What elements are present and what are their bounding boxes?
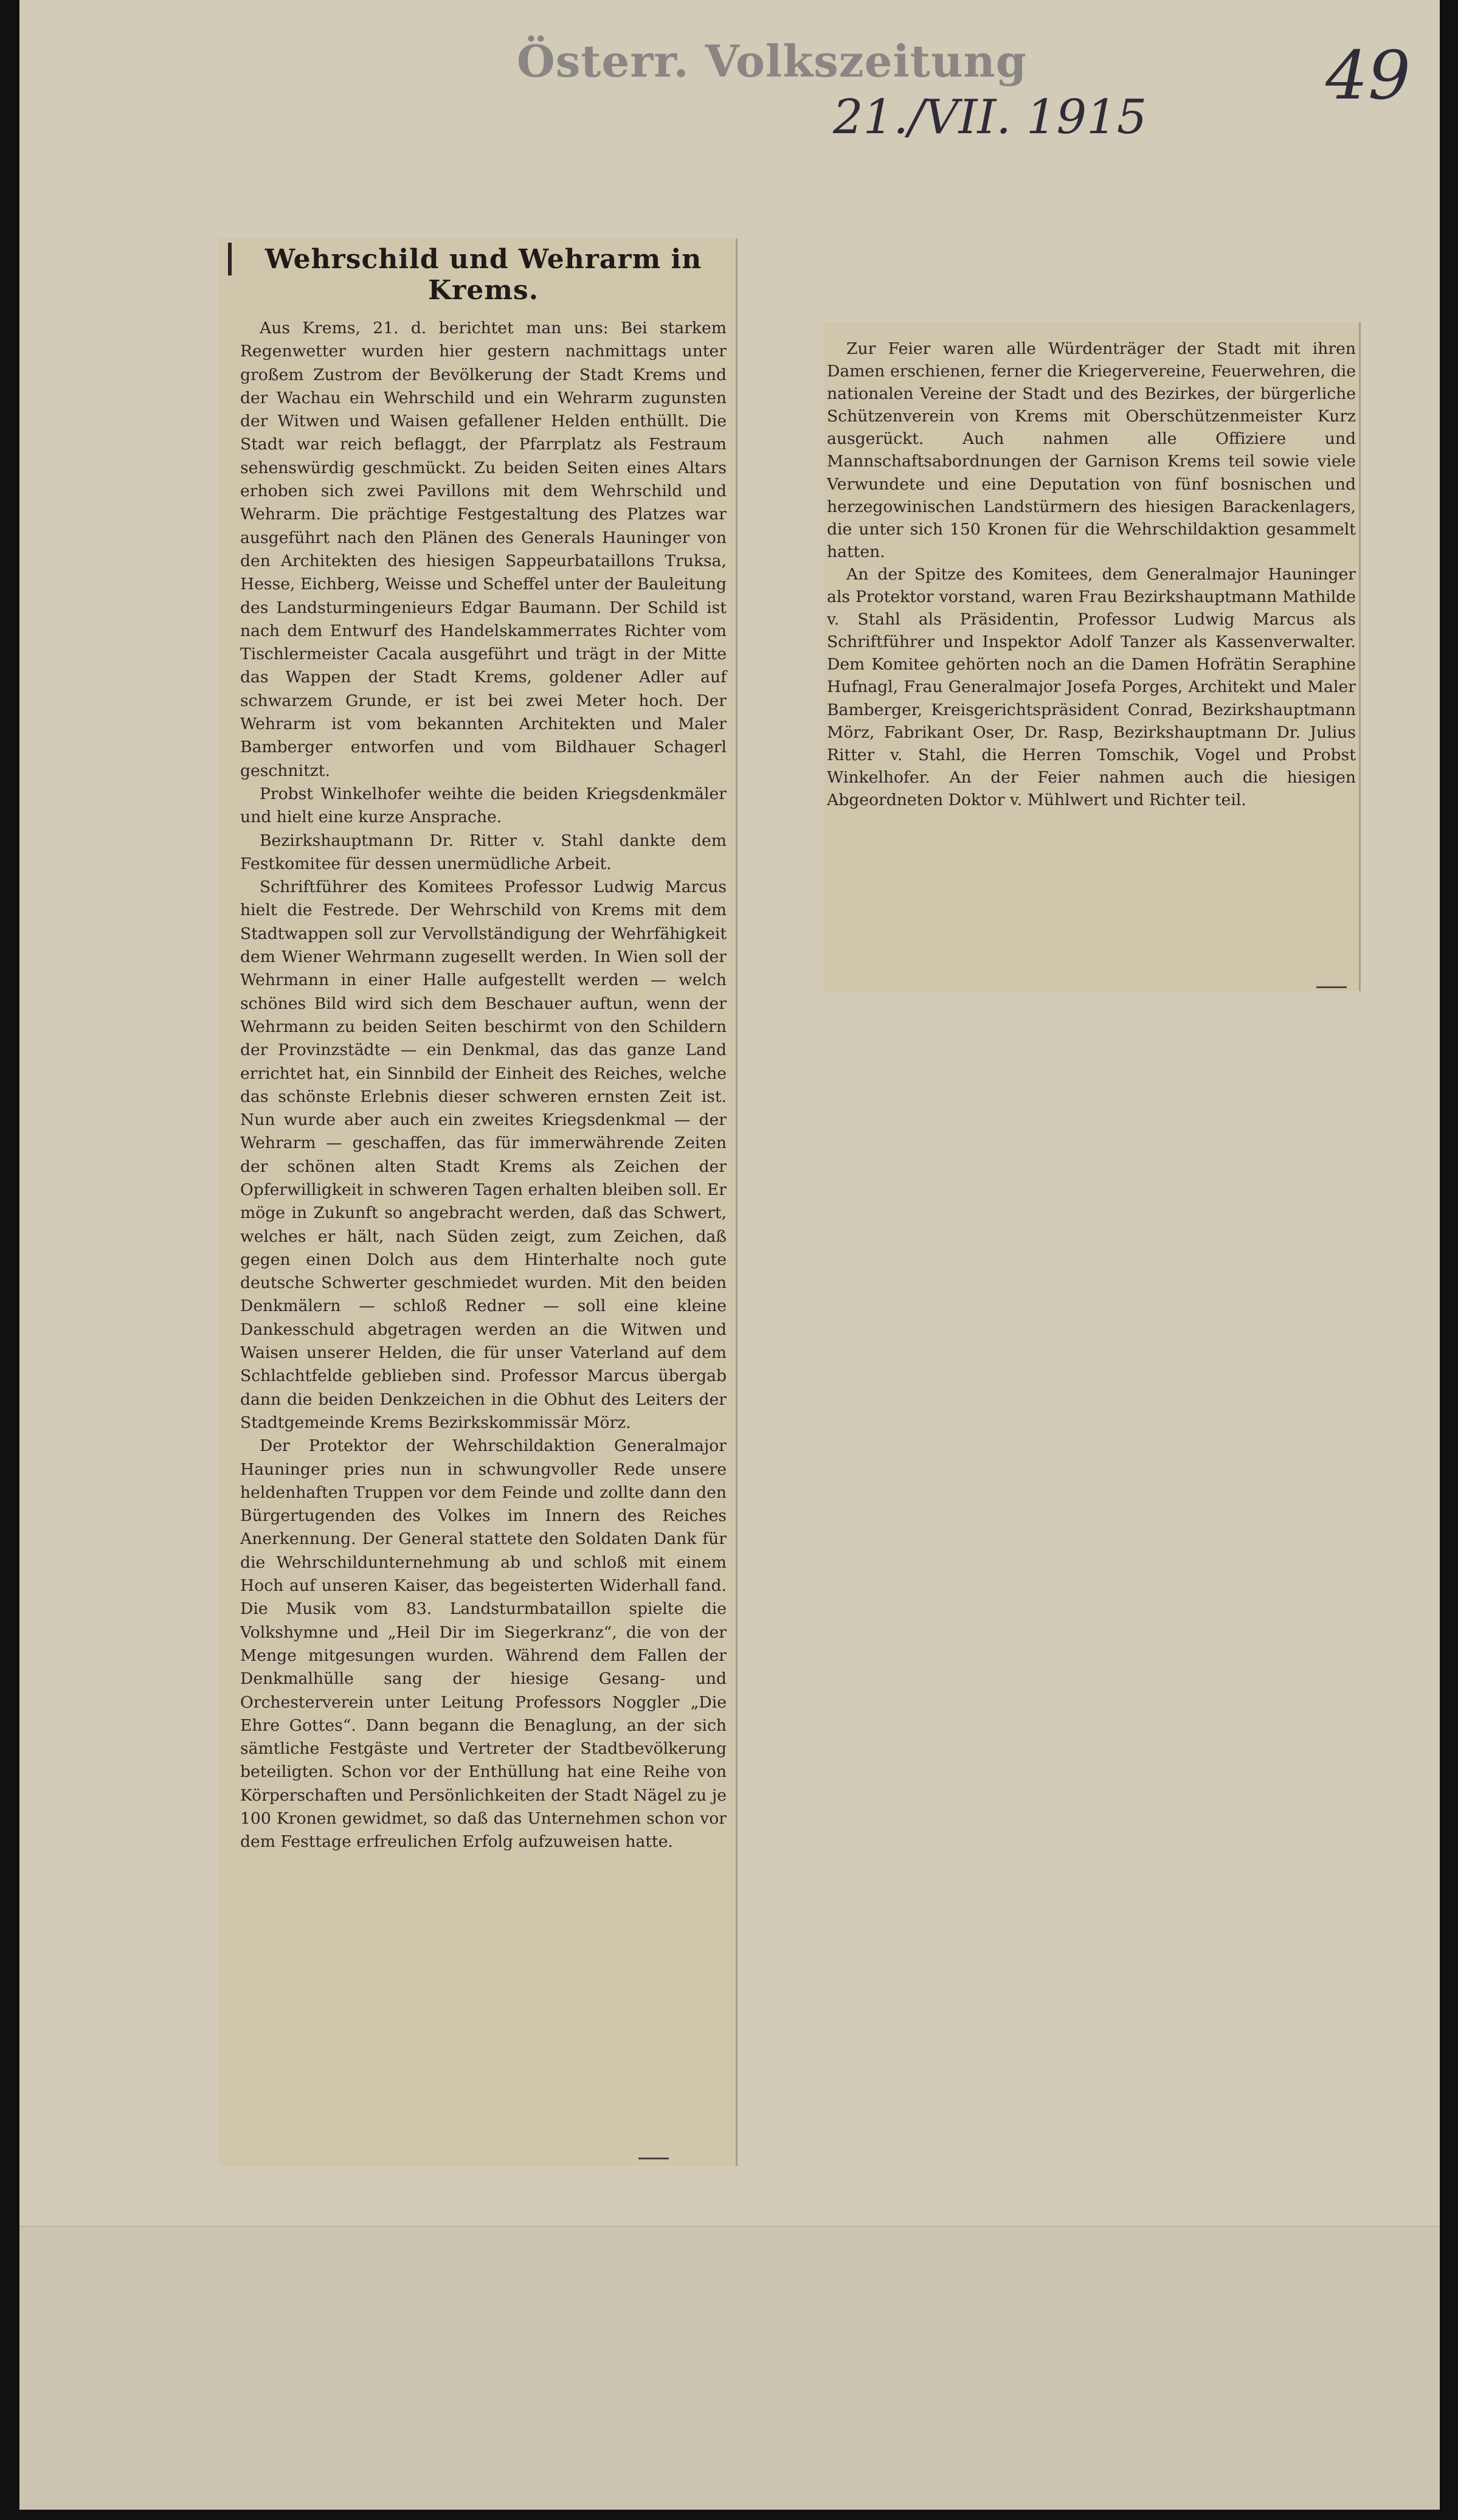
article-left-column: [240, 240, 727, 1854]
article-right-column: [827, 338, 1356, 811]
headline-bracket: [228, 243, 232, 275]
paragraph: Zur Feier waren alle Würdenträger der Stadt mit ihren Damen erschienen, ferner die Kriegervereine, Feuerwehren, die nationalen Vereine der Stadt und des Bezirkes, der bürgerliche Schützenverein von Krems mit Oberschützenmeister Kurz ausgerückt. Auch nahmen alle Offiziere und Mannschaftsabordnungen der Garnison Krems teil sowie viele Verwundete und eine Deputation von fünf bosnischen und herzegowinischen Landstürmern des hiesigen Barackenlagers, die unter sich 150 Kronen für die Wehrschildaktion gesammelt hatten.: [827, 339, 1356, 561]
paragraph: Schriftführer des Komitees Professor Ludwig Marcus hielt die Festrede. Der Wehrschild von Krems mit dem Stadtwappen soll zur Vervollständigung der Wehrfähigkeit dem Wiener Wehrmann zugesellt werden. In Wien soll der Wehrmann in einer Halle aufgestellt werden — welch schönes Bild wird sich dem Beschauer auftun, wenn der Wehrmann zu beiden Seiten beschirmt von den Schildern der Provinzstädte — ein Denkmal, das das ganze Land errichtet hat, ein Sinnbild der Einheit des Reiches, welche das schönste Erlebnis dieser schweren ernsten Zeit ist. Nun wurde aber auch ein zweites Kriegsdenkmal — der Wehrarm — geschaffen, das für immerwährende Zeiten der schönen alten Stadt Krems als Zeichen der Opferwilligkeit in schweren Tagen erhalten bleiben soll. Er möge in Zukunft so angebracht werden, daß das Schwert, welches er hält, nach Süden zeigt, zum Zeichen, daß gegen einen Dolch aus dem Hinterhalte noch gute deutsche Schwerter geschmiedet wurden. Mit den beiden Denkmälern — schloß Redner — soll eine kleine Dankesschuld abgetragen werden an die Witwen und Waisen unserer Helden, die für unser Vaterland auf dem Schlachtfelde geblieben sind. Professor Marcus übergab dann die beiden Denkzeichen in die Obhut des Leiters der Stadtgemeinde Krems Bezirkskommissär Mörz.: [240, 878, 727, 1432]
end-rule: [1316, 986, 1347, 988]
newspaper-source-stamp: Österr. Volkszeitung: [517, 35, 1028, 87]
paragraph: Aus Krems, 21. d. berichtet man uns: Bei starkem Regenwetter wurden hier gestern nachmittags unter großem Zustrom der Bevölkerung der Stadt Krems und der Wachau ein Wehrschild und ein Wehrarm zugunsten der Witwen und Waisen gefallener Helden enthüllt. Die Stadt war reich beflaggt, der Pfarrplatz als Festraum sehenswürdig geschmückt. Zu beiden Seiten eines Altars erhoben sich zwei Pavillons mit dem Wehrschild und Wehrarm. Die prächtige Festgestaltung des Platzes war ausgeführt nach den Plänen des Generals Hauninger von den Architekten des hiesigen Sappeurbataillons Truksa, Hesse, Eichberg, Weisse und Scheffel unter der Bauleitung des Landsturmingenieurs Edgar Baumann. Der Schild ist nach dem Entwurf des Handelskammerrates Richter vom Tischlermeister Cacala ausgeführt und trägt in der Mitte das Wappen der Stadt Krems, goldener Adler auf schwarzem Grunde, er ist bei zwei Meter hoch. Der Wehrarm ist vom bekannten Architekten und Maler Bamberger entworfen und vom Bildhauer Schagerl geschnitzt.: [240, 319, 727, 780]
paragraph: Probst Winkelhofer weihte die beiden Kriegsdenkmäler und hielt eine kurze Ansprache.: [240, 784, 727, 827]
end-rule: [638, 2158, 669, 2159]
paragraph: Bezirkshauptmann Dr. Ritter v. Stahl dankte dem Festkomitee für dessen unermüdliche Arbeit.: [240, 831, 727, 873]
paragraph: Der Protektor der Wehrschildaktion Generalmajor Hauninger pries nun in schwungvoller Rede unsere heldenhaften Truppen vor dem Feinde und zollte dann den Bürgertugenden des Volkes im Innern des Reiches Anerkennung. Der General stattete den Soldaten Dank für die Wehrschildunternehmung ab und schloß mit einem Hoch auf unseren Kaiser, das begeisterten Widerhall fand. Die Musik vom 83. Landsturmbataillon spielte die Volkshymne und „Heil Dir im Siegerkranz“, die von der Menge mitgesungen wurden. Während dem Fallen der Denkmalhülle sang der hiesige Gesang- und Orchesterverein unter Leitung Professors Noggler „Die Ehre Gottes“. Dann begann die Benaglung, an der sich sämtliche Festgäste und Vertreter der Stadtbevölkerung beteiligten. Schon vor der Enthüllung hat eine Reihe von Körperschaften und Persönlichkeiten der Stadt Nägel zu je 100 Kronen gewidmet, so daß das Unternehmen schon vor dem Festtage erfreulichen Erfolg aufzuweisen hatte.: [240, 1436, 727, 1852]
handwritten-page-number: 49: [1325, 36, 1411, 114]
handwritten-date: 21./VII. 1915: [833, 90, 1147, 145]
sheet-lower-fold: [19, 2226, 1440, 2510]
paragraph: An der Spitze des Komitees, dem Generalmajor Hauninger als Protektor vorstand, waren Frau Bezirkshauptmann Mathilde v. Stahl als Präsidentin, Professor Ludwig Marcus als Schriftführer und Inspektor Adolf Tanzer als Kassenverwalter. Dem Komitee gehörten noch an die Damen Hofrätin Seraphine Hufnagl, Frau Generalmajor Josefa Porges, Architekt und Maler Bamberger, Kreisgerichtspräsident Conrad, Bezirkshauptmann Mörz, Fabrikant Oser, Dr. Rasp, Bezirkshauptmann Dr. Julius Ritter v. Stahl, die Herren Tomschik, Vogel und Probst Winkelhofer. An der Feier nahmen auch die hiesigen Abgeordneten Doktor v. Mühlwert und Richter teil.: [827, 564, 1356, 809]
article-headline: Wehrschild und Wehrarm in Krems.: [264, 244, 702, 306]
